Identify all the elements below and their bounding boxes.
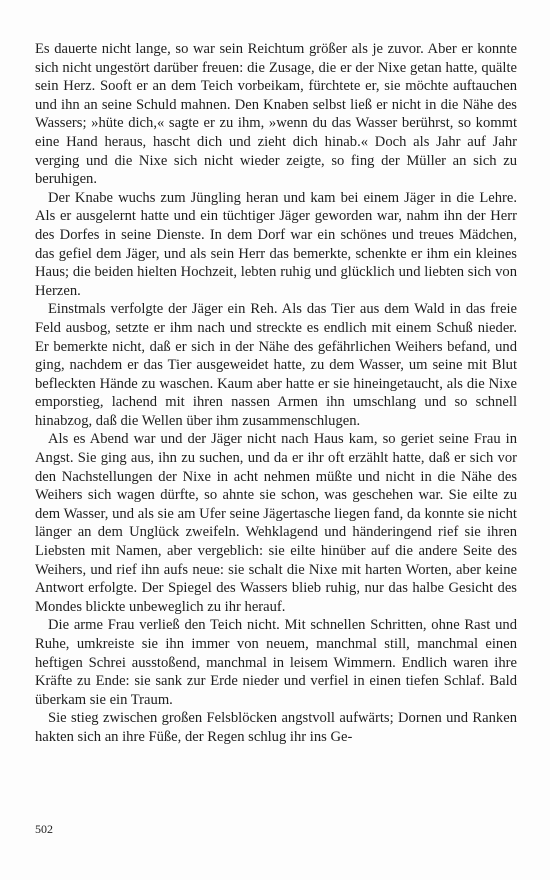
paragraph-1: Es dauerte nicht lange, so war sein Reichtum größer als je zuvor. Aber er konnte sich nicht ungestört darüber freuen: die Zusage, die er der Nixe getan hatte, quälte sein Herz. Sooft er an dem Teich vorbeikam, fürchtete er, sie möchte auftauchen und ihn an seine Schuld mahnen. Den Knaben selbst ließ er nicht in die Nähe des Wassers; »hüte dich,« sagte er zu ihm, »wenn du das Wasser berührst, so kommt eine Hand heraus, hascht dich und zieht dich hinab.« Doch als Jahr auf Jahr verging und die Nixe sich nicht wieder zeigte, so fing der Müller an sich zu beruhigen. [35,41,517,188]
paragraph-5: Die arme Frau verließ den Teich nicht. Mit schnellen Schritten, ohne Rast und Ruhe, umkreiste sie ihn immer von neuem, manchmal still, manchmal einen heftigen Schrei ausstoßend, manchmal in leisem Wimmern. Endlich waren ihre Kräfte zu Ende: sie sank zur Erde nieder und verfiel in einen tiefen Schlaf. Bald überkam sie ein Traum. [35,617,517,708]
paragraph-3: Einstmals verfolgte der Jäger ein Reh. Als das Tier aus dem Wald in das freie Feld ausbog, setzte er ihm nach und streckte es endlich mit einem Schuß nieder. Er bemerkte nicht, daß er sich in der Nähe des gefährlichen Weihers befand, und ging, nachdem er das Tier ausgeweidet hatte, zu dem Wasser, um seine mit Blut befleckten Hände zu waschen. Kaum aber hatte er sie hineingetaucht, als die Nixe emporstieg, lachend mit ihren nassen Armen ihn umschlang und so schnell hinabzog, daß die Wellen über ihm zusammenschlugen. [35,301,517,429]
paragraph-6: Sie stieg zwischen großen Felsblöcken angstvoll aufwärts; Dornen und Ranken hakten sich an ihre Füße, der Regen schlug ihr ins Ge- [35,710,517,745]
body-text [35,40,517,747]
paragraph-2: Der Knabe wuchs zum Jüngling heran und kam bei einem Jäger in die Lehre. Als er ausgelernt hatte und ein tüchtiger Jäger geworden war, nahm ihn der Herr des Dorfes in seine Dienste. In dem Dorf war ein schönes und treues Mädchen, das gefiel dem Jäger, und als sein Herr das bemerkte, schenkte er ihm ein kleines Haus; die beiden hielten Hochzeit, lebten ruhig und glücklich und liebten sich von Herzen. [35,189,517,299]
page-number: 502 [35,822,53,836]
paragraph-4: Als es Abend war und der Jäger nicht nach Haus kam, so geriet seine Frau in Angst. Sie ging aus, ihn zu suchen, und da er ihr oft erzählt hatte, daß er sich vor den Nachstellungen der Nixe in acht nehmen müßte und nicht in die Nähe des Weihers sich wagen dürfte, so ahnte sie schon, was geschehen war. Sie eilte zu dem Wasser, und als sie am Ufer seine Jägertasche liegen fand, da konnte sie nicht länger an dem Unglück zweifeln. Wehklagend und händeringend rief sie ihren Liebsten mit Namen, aber vergeblich: sie eilte hinüber auf die andere Seite des Weihers, und rief ihn aufs neue: sie schalt die Nixe mit harten Worten, aber keine Antwort erfolgte. Der Spiegel des Wassers blieb ruhig, nur das halbe Gesicht des Mondes blickte unbeweglich zu ihr herauf. [35,431,517,615]
